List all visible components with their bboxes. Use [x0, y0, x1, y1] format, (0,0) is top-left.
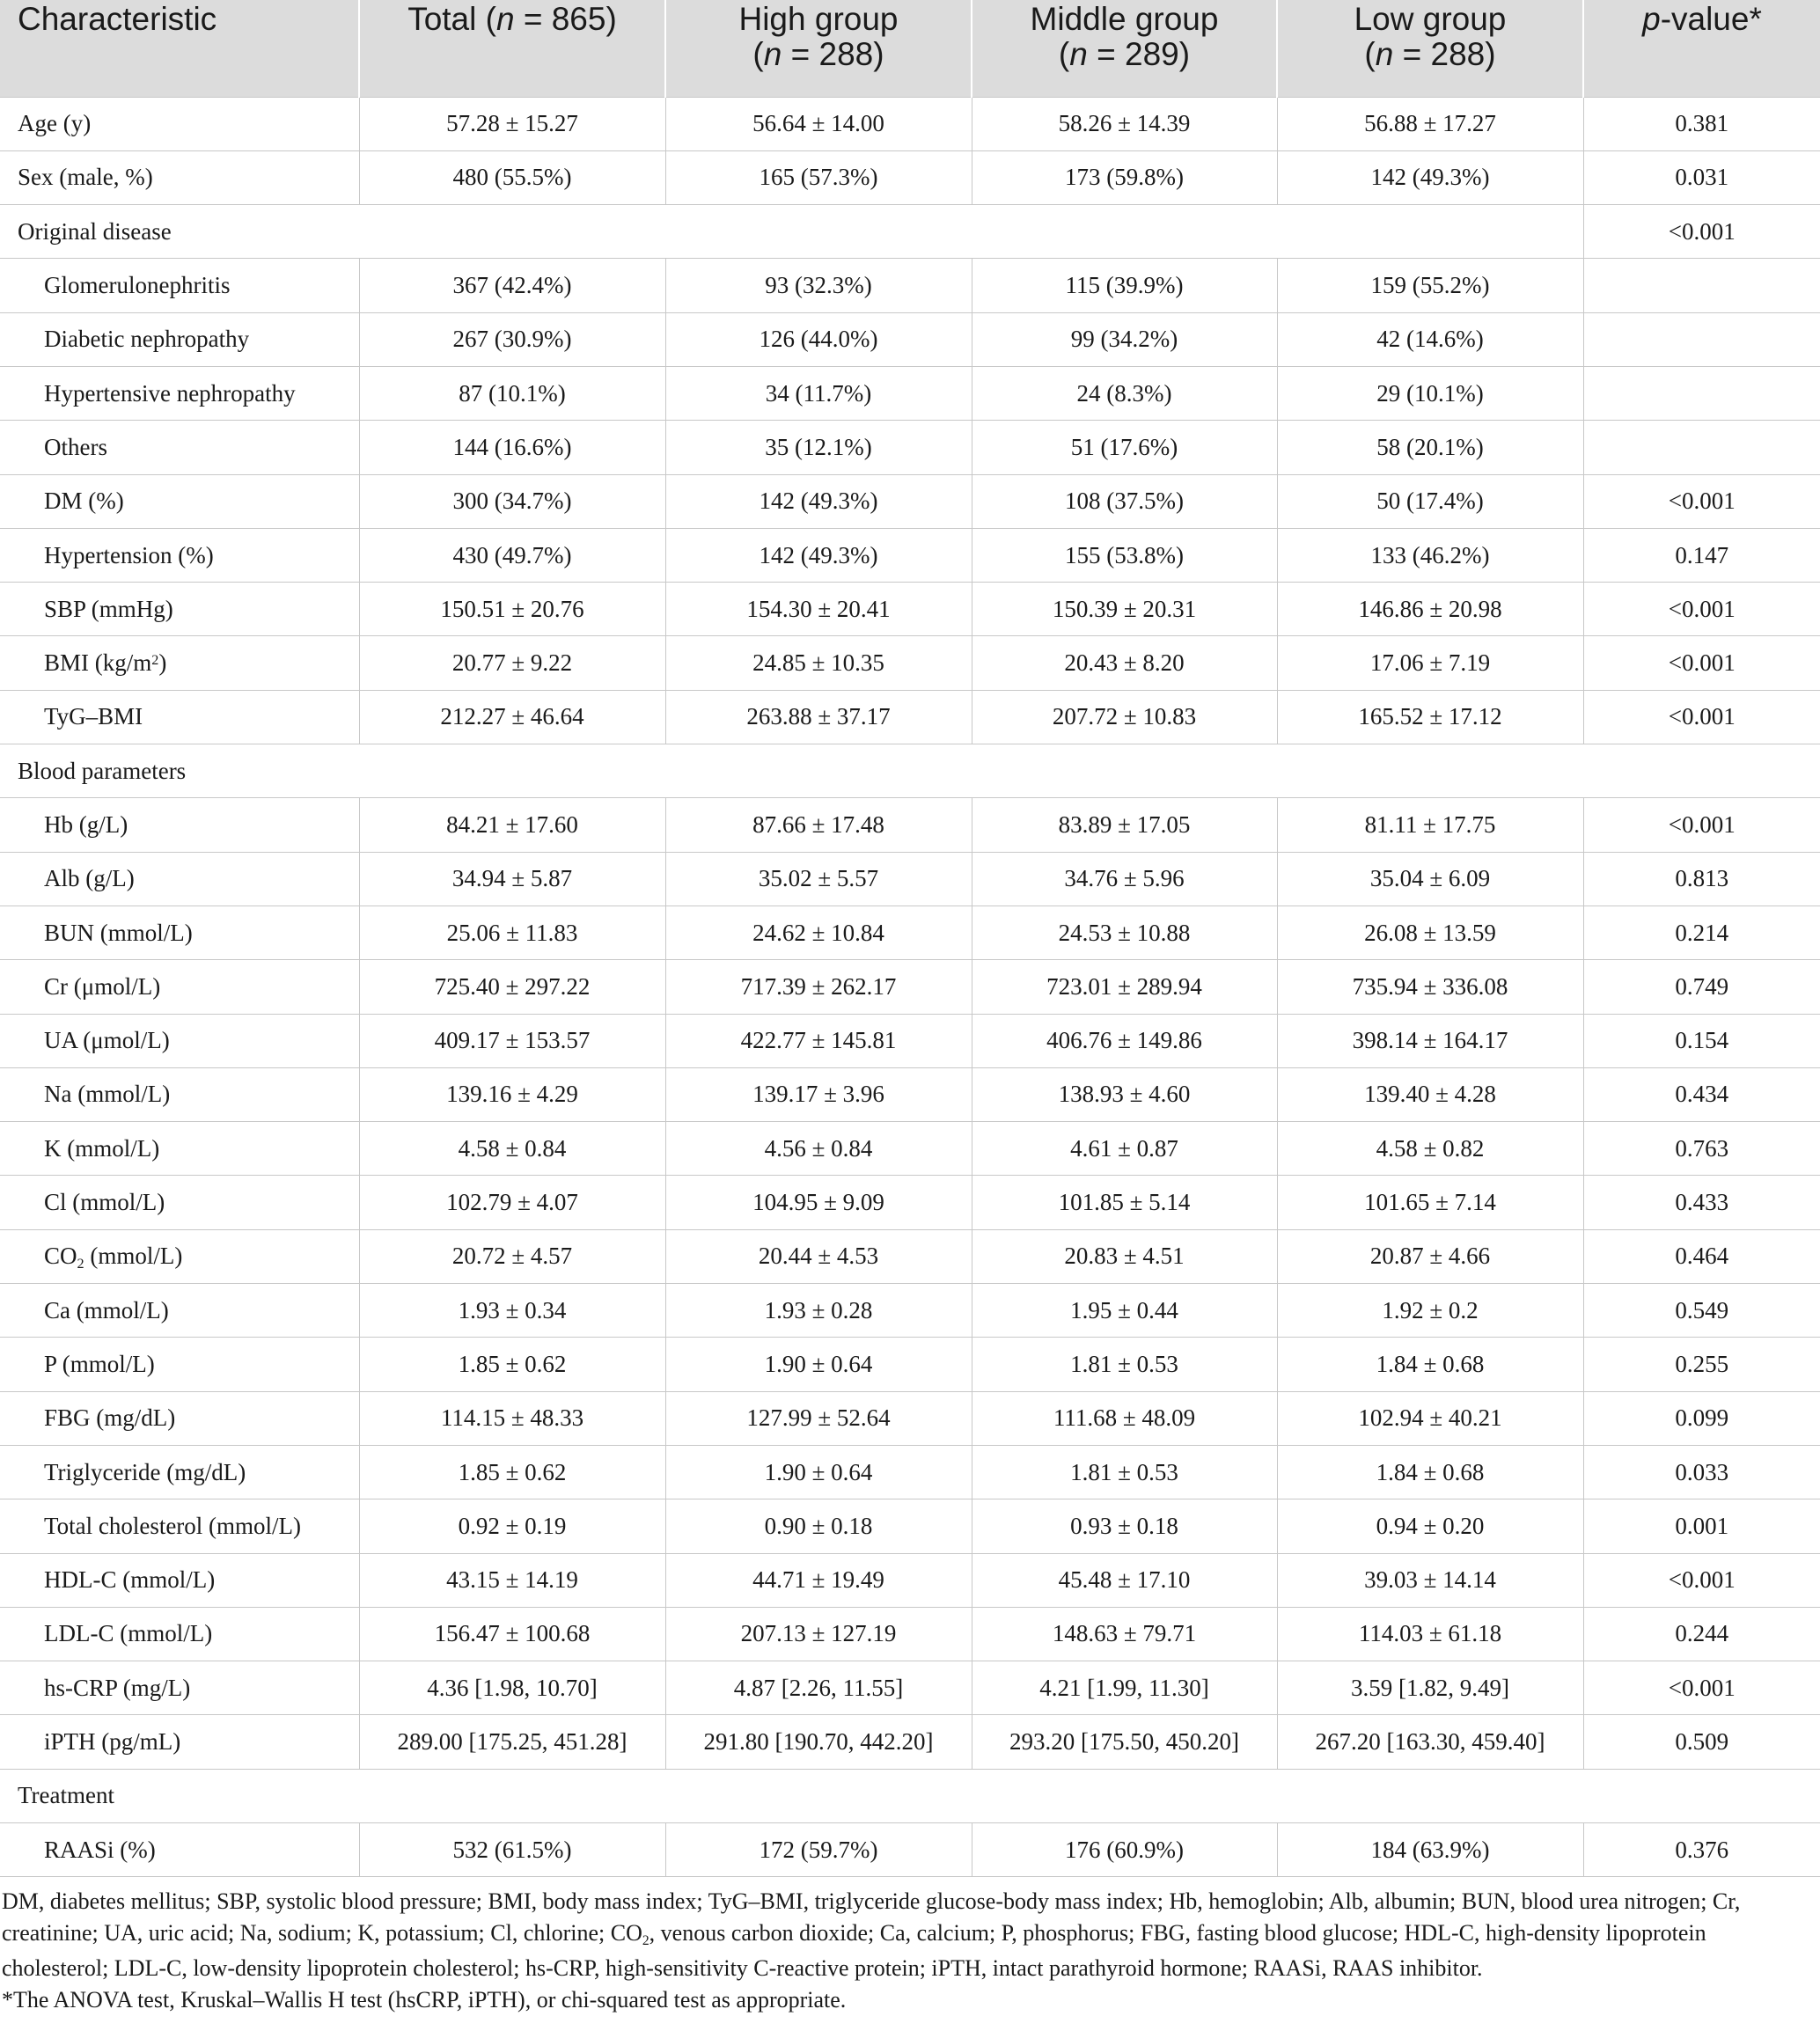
- cell-low: 267.20 [163.30, 459.40]: [1277, 1715, 1583, 1769]
- cell-low: 1.84 ± 0.68: [1277, 1445, 1583, 1499]
- row-label: DM (%): [0, 474, 359, 528]
- row-label: iPTH (pg/mL): [0, 1715, 359, 1769]
- cell-total: 144 (16.6%): [359, 421, 665, 474]
- table-row: [0, 1391, 1820, 1445]
- table-row: [0, 1661, 1820, 1715]
- header-characteristic-text: Characteristic: [18, 1, 217, 37]
- cell-total: 480 (55.5%): [359, 150, 665, 204]
- row-label: [0, 1229, 359, 1283]
- cell-total: 725.40 ± 297.22: [359, 960, 665, 1014]
- cell-high: 127.99 ± 52.64: [665, 1391, 972, 1445]
- cell-total: 1.85 ± 0.62: [359, 1338, 665, 1391]
- cell-p-value: 0.434: [1583, 1067, 1820, 1121]
- row-label: Others: [0, 421, 359, 474]
- cell-p-value: 0.154: [1583, 1014, 1820, 1067]
- cell-high: 139.17 ± 3.96: [665, 1067, 972, 1121]
- cell-low: 101.65 ± 7.14: [1277, 1176, 1583, 1229]
- cell-middle: 108 (37.5%): [972, 474, 1277, 528]
- cell-total: 20.77 ± 9.22: [359, 636, 665, 690]
- cell-middle: 406.76 ± 149.86: [972, 1014, 1277, 1067]
- abbreviations-note: [2, 1886, 1801, 1984]
- bmi-label-sup: 2: [151, 651, 159, 668]
- cell-total: 34.94 ± 5.87: [359, 852, 665, 906]
- cell-total: 20.72 ± 4.57: [359, 1229, 665, 1283]
- bmi-label-pre: BMI (kg/m: [44, 649, 152, 677]
- cell-low: 26.08 ± 13.59: [1277, 906, 1583, 959]
- row-label: Age (y): [0, 97, 359, 150]
- row-label: Hypertension (%): [0, 528, 359, 582]
- cell-low: 133 (46.2%): [1277, 528, 1583, 582]
- row-label: TyG–BMI: [0, 690, 359, 744]
- cell-middle: 1.95 ± 0.44: [972, 1284, 1277, 1338]
- header-middle-post: = 289): [1087, 36, 1191, 72]
- cell-p-value: <0.001: [1583, 1661, 1820, 1715]
- cell-high: 87.66 ± 17.48: [665, 798, 972, 852]
- cell-middle: 176 (60.9%): [972, 1823, 1277, 1877]
- cell-middle: 24.53 ± 10.88: [972, 906, 1277, 959]
- cell-p-value: 0.001: [1583, 1499, 1820, 1553]
- cell-high: 56.64 ± 14.00: [665, 97, 972, 150]
- cell-high: 142 (49.3%): [665, 528, 972, 582]
- cell-low: 184 (63.9%): [1277, 1823, 1583, 1877]
- row-label: UA (μmol/L): [0, 1014, 359, 1067]
- table-row: [0, 150, 1820, 204]
- cell-middle: 58.26 ± 14.39: [972, 97, 1277, 150]
- cell-total: 43.15 ± 14.19: [359, 1553, 665, 1607]
- cell-low: 735.94 ± 336.08: [1277, 960, 1583, 1014]
- cell-p-value: <0.001: [1583, 636, 1820, 690]
- header-low-n: n: [1375, 36, 1394, 72]
- cell-p-value: <0.001: [1583, 474, 1820, 528]
- cell-high: 1.90 ± 0.64: [665, 1338, 972, 1391]
- cell-p-value: 0.147: [1583, 528, 1820, 582]
- row-label: Ca (mmol/L): [0, 1284, 359, 1338]
- cell-low: 20.87 ± 4.66: [1277, 1229, 1583, 1283]
- cell-high: 1.93 ± 0.28: [665, 1284, 972, 1338]
- cell-low: 0.94 ± 0.20: [1277, 1499, 1583, 1553]
- cell-total: 1.93 ± 0.34: [359, 1284, 665, 1338]
- cell-total: 0.92 ± 0.19: [359, 1499, 665, 1553]
- row-label: Na (mmol/L): [0, 1067, 359, 1121]
- test-footnote: *The ANOVA test, Kruskal–Wallis H test (hsCRP, iPTH), or chi-squared test as appropriate.: [2, 1987, 847, 2013]
- cell-middle: 293.20 [175.50, 450.20]: [972, 1715, 1277, 1769]
- cell-low: 50 (17.4%): [1277, 474, 1583, 528]
- row-label: SBP (mmHg): [0, 583, 359, 636]
- table-row: [0, 259, 1820, 312]
- header-high-name: High group: [738, 1, 899, 37]
- cell-middle: 51 (17.6%): [972, 421, 1277, 474]
- abbr-sub: 2: [642, 1932, 649, 1948]
- cell-low: 81.11 ± 17.75: [1277, 798, 1583, 852]
- header-p-italic: p: [1642, 1, 1661, 37]
- cell-high: 291.80 [190.70, 442.20]: [665, 1715, 972, 1769]
- cell-p-value: 0.749: [1583, 960, 1820, 1014]
- cell-middle: 4.61 ± 0.87: [972, 1122, 1277, 1176]
- table-row: [0, 528, 1820, 582]
- header-middle-name: Middle group: [1030, 1, 1219, 37]
- table-row: [0, 366, 1820, 420]
- row-label: Total cholesterol (mmol/L): [0, 1499, 359, 1553]
- header-high-post: = 288): [782, 36, 884, 72]
- cell-low: 35.04 ± 6.09: [1277, 852, 1583, 906]
- cell-high: 35.02 ± 5.57: [665, 852, 972, 906]
- row-label: Alb (g/L): [0, 852, 359, 906]
- cell-total: 4.36 [1.98, 10.70]: [359, 1661, 665, 1715]
- row-label: Hb (g/L): [0, 798, 359, 852]
- cell-high: 207.13 ± 127.19: [665, 1607, 972, 1661]
- table-row: [0, 1284, 1820, 1338]
- table-row: [0, 474, 1820, 528]
- cell-high: 4.87 [2.26, 11.55]: [665, 1661, 972, 1715]
- header-total: [359, 0, 665, 97]
- cell-low: 1.92 ± 0.2: [1277, 1284, 1583, 1338]
- cell-middle: 20.83 ± 4.51: [972, 1229, 1277, 1283]
- cell-low: 39.03 ± 14.14: [1277, 1553, 1583, 1607]
- cell-high: 24.85 ± 10.35: [665, 636, 972, 690]
- cell-low: 29 (10.1%): [1277, 366, 1583, 420]
- cell-p-value: [1583, 259, 1820, 312]
- cell-low: 165.52 ± 17.12: [1277, 690, 1583, 744]
- header-high-n: n: [763, 36, 782, 72]
- cell-total: 156.47 ± 100.68: [359, 1607, 665, 1661]
- section-row-original-disease: [0, 205, 1820, 259]
- section-label: Blood parameters: [0, 744, 1820, 798]
- header-middle-group: [972, 0, 1277, 97]
- cell-total: 300 (34.7%): [359, 474, 665, 528]
- table-row: [0, 1715, 1820, 1769]
- cell-middle: 207.72 ± 10.83: [972, 690, 1277, 744]
- cell-middle: 0.93 ± 0.18: [972, 1499, 1277, 1553]
- cell-low: 142 (49.3%): [1277, 150, 1583, 204]
- table-row: [0, 97, 1820, 150]
- cell-total: 57.28 ± 15.27: [359, 97, 665, 150]
- cell-middle: 173 (59.8%): [972, 150, 1277, 204]
- header-characteristic: [0, 0, 359, 97]
- table-row: [0, 583, 1820, 636]
- cell-middle: 1.81 ± 0.53: [972, 1338, 1277, 1391]
- cell-p-value: 0.509: [1583, 1715, 1820, 1769]
- cell-high: 172 (59.7%): [665, 1823, 972, 1877]
- cell-low: 58 (20.1%): [1277, 421, 1583, 474]
- cell-p-value: [1583, 421, 1820, 474]
- cell-low: 17.06 ± 7.19: [1277, 636, 1583, 690]
- cell-high: 44.71 ± 19.49: [665, 1553, 972, 1607]
- cell-middle: 101.85 ± 5.14: [972, 1176, 1277, 1229]
- cell-total: 289.00 [175.25, 451.28]: [359, 1715, 665, 1769]
- section-label: Original disease: [0, 205, 1583, 259]
- cell-total: 4.58 ± 0.84: [359, 1122, 665, 1176]
- cell-total: 532 (61.5%): [359, 1823, 665, 1877]
- row-label: hs-CRP (mg/L): [0, 1661, 359, 1715]
- table-row: [0, 1067, 1820, 1121]
- row-label: Cl (mmol/L): [0, 1176, 359, 1229]
- cell-total: 367 (42.4%): [359, 259, 665, 312]
- cell-total: 430 (49.7%): [359, 528, 665, 582]
- table-row: [0, 852, 1820, 906]
- cell-middle: 138.93 ± 4.60: [972, 1067, 1277, 1121]
- table-row: [0, 1499, 1820, 1553]
- table-notes: [0, 1877, 1820, 2016]
- row-label: HDL-C (mmol/L): [0, 1553, 359, 1607]
- table-row: [0, 690, 1820, 744]
- table-body: [0, 97, 1820, 1877]
- cell-p-value: <0.001: [1583, 798, 1820, 852]
- cell-middle: 20.43 ± 8.20: [972, 636, 1277, 690]
- cell-low: 1.84 ± 0.68: [1277, 1338, 1583, 1391]
- cell-total: 409.17 ± 153.57: [359, 1014, 665, 1067]
- table-row: [0, 1122, 1820, 1176]
- cell-p-value: 0.464: [1583, 1229, 1820, 1283]
- cell-p-value: 0.033: [1583, 1445, 1820, 1499]
- row-label: Triglyceride (mg/dL): [0, 1445, 359, 1499]
- cell-high: 93 (32.3%): [665, 259, 972, 312]
- row-label: RAASi (%): [0, 1823, 359, 1877]
- table-row: [0, 1014, 1820, 1067]
- row-label: Hypertensive nephropathy: [0, 366, 359, 420]
- cell-high: 422.77 ± 145.81: [665, 1014, 972, 1067]
- cell-high: 35 (12.1%): [665, 421, 972, 474]
- cell-middle: 83.89 ± 17.05: [972, 798, 1277, 852]
- table-row: [0, 1445, 1820, 1499]
- table-row: [0, 1553, 1820, 1607]
- cell-low: 139.40 ± 4.28: [1277, 1067, 1583, 1121]
- cell-middle: 115 (39.9%): [972, 259, 1277, 312]
- table-row: [0, 798, 1820, 852]
- co2-label-post: (mmol/L): [84, 1243, 183, 1270]
- header-total-post: = 865): [514, 1, 617, 37]
- cell-middle: 24 (8.3%): [972, 366, 1277, 420]
- cell-low: 4.58 ± 0.82: [1277, 1122, 1583, 1176]
- cell-p-value: 0.813: [1583, 852, 1820, 906]
- abbr-pre: DM, diabetes mellitus; SBP, systolic blood pressure; BMI, body mass index; TyG–BMI, triglyceride glucose-body mass index; Hb, hemoglobin; Alb, albumin; BUN, blood urea nitrogen; Cr, creatinine; UA, uric acid; Na, sodium; K, potassium; Cl, chlorine; CO: [2, 1888, 1741, 1947]
- cell-middle: 4.21 [1.99, 11.30]: [972, 1661, 1277, 1715]
- cell-low: 42 (14.6%): [1277, 312, 1583, 366]
- cell-total: 87 (10.1%): [359, 366, 665, 420]
- cell-low: 159 (55.2%): [1277, 259, 1583, 312]
- cell-middle: 723.01 ± 289.94: [972, 960, 1277, 1014]
- cell-p-value: 0.376: [1583, 1823, 1820, 1877]
- section-row-treatment: [0, 1769, 1820, 1822]
- cell-total: 84.21 ± 17.60: [359, 798, 665, 852]
- cell-total: 212.27 ± 46.64: [359, 690, 665, 744]
- cell-p-value: 0.433: [1583, 1176, 1820, 1229]
- cell-high: 717.39 ± 262.17: [665, 960, 972, 1014]
- cell-total: 1.85 ± 0.62: [359, 1445, 665, 1499]
- cell-p-value: 0.099: [1583, 1391, 1820, 1445]
- cell-low: 146.86 ± 20.98: [1277, 583, 1583, 636]
- cell-total: 102.79 ± 4.07: [359, 1176, 665, 1229]
- row-label: LDL-C (mmol/L): [0, 1607, 359, 1661]
- cell-low: 114.03 ± 61.18: [1277, 1607, 1583, 1661]
- cell-middle: 155 (53.8%): [972, 528, 1277, 582]
- table-header: [0, 0, 1820, 97]
- header-low-pre: (: [1364, 36, 1376, 72]
- header-low-post: = 288): [1393, 36, 1496, 72]
- cell-p-value: 0.214: [1583, 906, 1820, 959]
- cell-p-value: [1583, 366, 1820, 420]
- row-label: Diabetic nephropathy: [0, 312, 359, 366]
- cell-high: 4.56 ± 0.84: [665, 1122, 972, 1176]
- cell-p-value: <0.001: [1583, 583, 1820, 636]
- co2-label-pre: CO: [44, 1243, 77, 1270]
- table-row: [0, 312, 1820, 366]
- table-row: [0, 1176, 1820, 1229]
- header-p-rest: -value*: [1660, 1, 1762, 37]
- table-row: [0, 906, 1820, 959]
- row-label: Sex (male, %): [0, 150, 359, 204]
- header-high-group: [665, 0, 972, 97]
- cell-high: 142 (49.3%): [665, 474, 972, 528]
- header-middle-n: n: [1069, 36, 1088, 72]
- row-label: FBG (mg/dL): [0, 1391, 359, 1445]
- cell-high: 1.90 ± 0.64: [665, 1445, 972, 1499]
- cell-p-value: 0.255: [1583, 1338, 1820, 1391]
- header-low-name: Low group: [1354, 1, 1507, 37]
- cell-low: 3.59 [1.82, 9.49]: [1277, 1661, 1583, 1715]
- cell-p-value: <0.001: [1583, 1553, 1820, 1607]
- row-label: K (mmol/L): [0, 1122, 359, 1176]
- cell-high: 34 (11.7%): [665, 366, 972, 420]
- cell-low: 398.14 ± 164.17: [1277, 1014, 1583, 1067]
- row-label: Cr (μmol/L): [0, 960, 359, 1014]
- table-row: [0, 1229, 1820, 1283]
- cell-middle: 150.39 ± 20.31: [972, 583, 1277, 636]
- cell-middle: 1.81 ± 0.53: [972, 1445, 1277, 1499]
- table-row: [0, 1338, 1820, 1391]
- cell-middle: 99 (34.2%): [972, 312, 1277, 366]
- cell-high: 24.62 ± 10.84: [665, 906, 972, 959]
- cell-total: 25.06 ± 11.83: [359, 906, 665, 959]
- cell-p-value: [1583, 312, 1820, 366]
- cell-low: 56.88 ± 17.27: [1277, 97, 1583, 150]
- section-label: Treatment: [0, 1769, 1820, 1822]
- cell-middle: 111.68 ± 48.09: [972, 1391, 1277, 1445]
- cell-low: 102.94 ± 40.21: [1277, 1391, 1583, 1445]
- cell-p-value: 0.381: [1583, 97, 1820, 150]
- cell-middle: 34.76 ± 5.96: [972, 852, 1277, 906]
- cell-high: 20.44 ± 4.53: [665, 1229, 972, 1283]
- bmi-label-post: ): [158, 649, 167, 677]
- row-label: Glomerulonephritis: [0, 259, 359, 312]
- cell-high: 104.95 ± 9.09: [665, 1176, 972, 1229]
- cell-p-value: 0.549: [1583, 1284, 1820, 1338]
- table-row: [0, 1607, 1820, 1661]
- header-total-n: n: [495, 1, 515, 37]
- cell-high: 165 (57.3%): [665, 150, 972, 204]
- table-row: [0, 421, 1820, 474]
- cell-p-value: 0.031: [1583, 150, 1820, 204]
- row-label: BUN (mmol/L): [0, 906, 359, 959]
- cell-high: 0.90 ± 0.18: [665, 1499, 972, 1553]
- table-row: [0, 636, 1820, 690]
- cell-middle: 148.63 ± 79.71: [972, 1607, 1277, 1661]
- cell-p-value: <0.001: [1583, 690, 1820, 744]
- cell-middle: 45.48 ± 17.10: [972, 1553, 1277, 1607]
- header-low-group: [1277, 0, 1583, 97]
- cell-total: 150.51 ± 20.76: [359, 583, 665, 636]
- header-row: [0, 0, 1820, 97]
- cell-p-value: 0.244: [1583, 1607, 1820, 1661]
- header-total-pre: Total (: [407, 1, 496, 37]
- cell-high: 126 (44.0%): [665, 312, 972, 366]
- row-label: P (mmol/L): [0, 1338, 359, 1391]
- section-row-blood-parameters: [0, 744, 1820, 798]
- row-label: [0, 636, 359, 690]
- cell-total: 139.16 ± 4.29: [359, 1067, 665, 1121]
- table-row: [0, 1823, 1820, 1877]
- table-row: [0, 960, 1820, 1014]
- cell-high: 263.88 ± 37.17: [665, 690, 972, 744]
- cell-total: 114.15 ± 48.33: [359, 1391, 665, 1445]
- co2-label-sub: 2: [77, 1256, 84, 1272]
- header-middle-pre: (: [1058, 36, 1070, 72]
- cell-p-value: 0.763: [1583, 1122, 1820, 1176]
- header-high-pre: (: [752, 36, 764, 72]
- abbr-post: , venous carbon dioxide; Ca, calcium; P, phosphorus; FBG, fasting blood glucose; HDL-C, high-density lipoprotein cholesterol; LDL-C, low-density lipoprotein cholesterol; hs-CRP, high-sensitivity C-reactive protein; iPTH, intact parathyroid hormone; RAASi, RAAS inhibitor.: [2, 1920, 1706, 1982]
- cell-high: 154.30 ± 20.41: [665, 583, 972, 636]
- cell-p-value: <0.001: [1583, 205, 1820, 259]
- header-p-value: [1583, 0, 1820, 97]
- cell-total: 267 (30.9%): [359, 312, 665, 366]
